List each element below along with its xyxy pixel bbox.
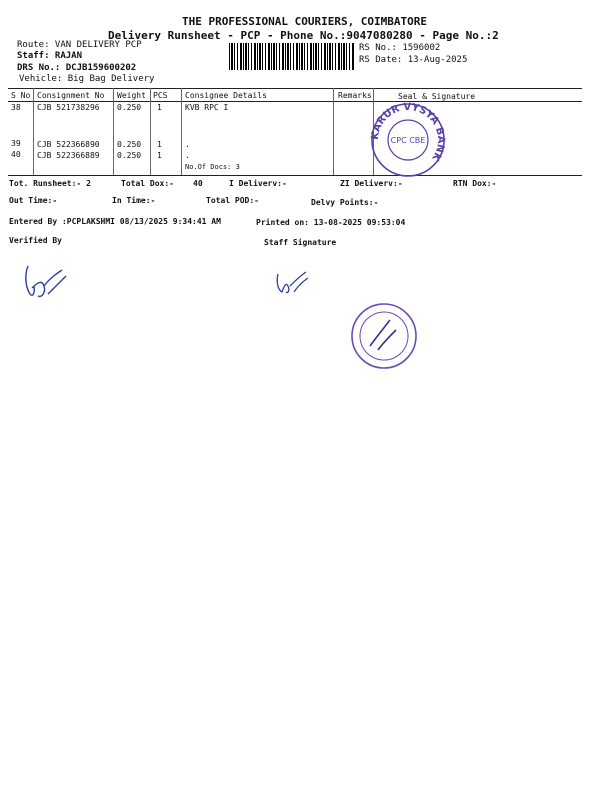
in-time: In Time:- (112, 196, 156, 205)
table-top-border (8, 88, 582, 89)
bank-seal-stamp (368, 100, 448, 180)
table-bottom-border (8, 175, 582, 176)
staff-label: Staff: RAJAN (17, 51, 83, 61)
row-sno: 40 (11, 150, 21, 159)
entered-by: Entered By :PCPLAKSHMI 08/13/2025 9:34:41 AM (9, 217, 221, 226)
col-divider (181, 88, 182, 175)
printed-on: Printed on: 13-08-2025 09:53:04 (256, 218, 406, 227)
row-pcs: 1 (157, 140, 162, 149)
verifier-signature (20, 258, 80, 308)
header-consignee: Consignee Details (185, 91, 267, 100)
row-consignment: CJB 521738296 (37, 103, 100, 112)
col-divider (150, 88, 151, 175)
staff-signature-label: Staff Signature (264, 238, 337, 247)
header-pcs: PCS (153, 91, 168, 100)
total-dox-value: 40 (193, 179, 203, 188)
runsheet-subtitle: Delivery Runsheet - PCP - Phone No.:9047080280 - Page No.:2 (108, 29, 499, 42)
row-weight: 0.250 (117, 151, 142, 160)
rs-date: RS Date: 13-Aug-2025 (359, 55, 468, 65)
header-consignment: Consignment No (37, 91, 105, 100)
row-weight: 0.250 (117, 140, 142, 149)
vehicle-label: Vehicle: Big Bag Delivery (19, 74, 155, 84)
row-consignee: . (185, 140, 190, 149)
header-sno: S No (11, 91, 31, 100)
zi-delivery: ZI Deliverv:- (340, 179, 403, 188)
row-sno: 38 (11, 103, 21, 112)
col-divider (333, 88, 334, 175)
route-label: Route: VAN DELIVERY PCP (17, 40, 142, 50)
doc-count: No.Of Docs: 3 (185, 163, 240, 171)
round-stamp (348, 300, 420, 372)
row-consignee: . (185, 151, 190, 160)
delvy-points: Delvy Points:- (311, 198, 379, 207)
i-delivery: I Deliverv:- (229, 179, 287, 188)
out-time: Out Time:- (9, 196, 58, 205)
row-consignment: CJB 522366890 (37, 140, 100, 149)
row-consignee: KVB RPC I (185, 103, 229, 112)
table-header-border (8, 101, 582, 102)
stamp-center-text: CPC CBE (390, 136, 426, 145)
row-pcs: 1 (157, 103, 162, 112)
rtn-dox: RTN Dox:- (453, 179, 497, 188)
row-pcs: 1 (157, 151, 162, 160)
total-dox-label: Total Dox:- (121, 179, 174, 188)
verified-by-label: Verified By (9, 236, 62, 245)
total-pod: Total POD:- (206, 196, 259, 205)
row-sno: 39 (11, 139, 21, 148)
company-title: THE PROFESSIONAL COURIERS, COIMBATORE (182, 15, 428, 28)
row-weight: 0.250 (117, 103, 142, 112)
tot-runsheet: Tot. Runsheet:- 2 (9, 179, 91, 188)
barcode (229, 43, 354, 70)
staff-signature (272, 262, 322, 302)
stamp-ring-text: KARUR VYSYA BANK (369, 101, 447, 163)
row-consignment: CJB 522366889 (37, 151, 100, 160)
col-divider (33, 88, 34, 175)
col-divider (113, 88, 114, 175)
header-weight: Weight (117, 91, 146, 100)
rs-number: RS No.: 1596002 (359, 43, 441, 53)
header-seal-signature: Seal & Signature (398, 92, 476, 101)
header-remarks: Remarks (338, 91, 372, 100)
drs-number: DRS No.: DCJB159600202 (17, 63, 137, 73)
